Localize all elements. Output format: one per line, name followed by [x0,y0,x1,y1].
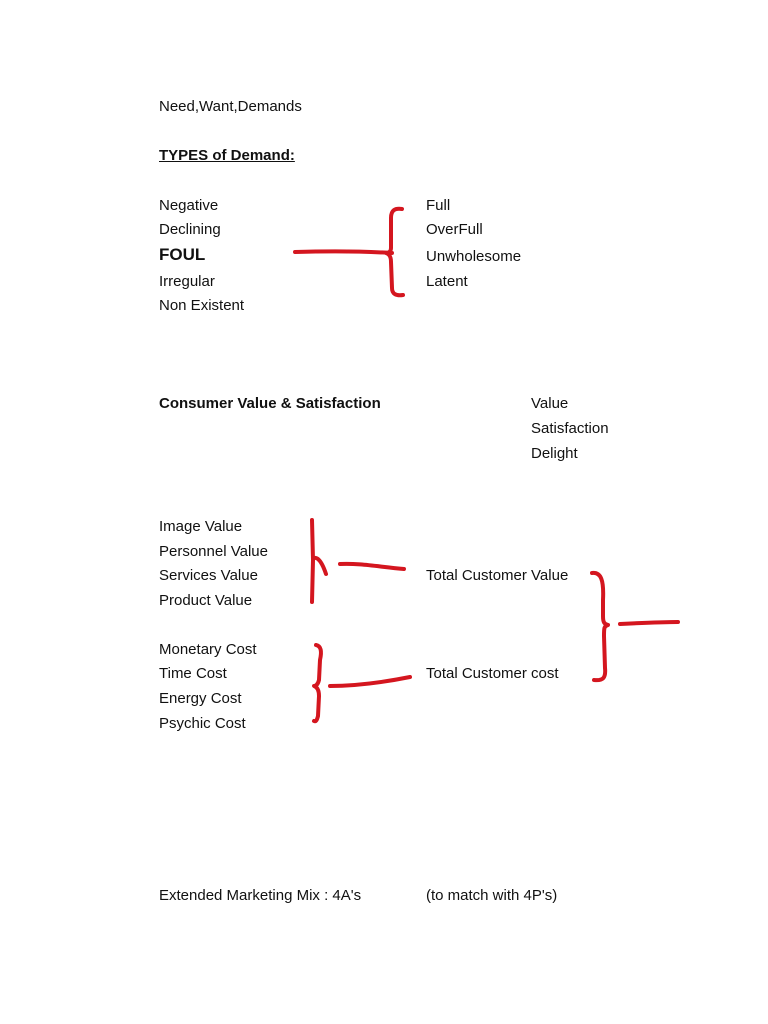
value-bracket [312,520,326,602]
value-item: Image Value [159,518,243,535]
cost-bracket [314,645,321,721]
demand-right-item: OverFull [426,221,483,238]
value-item: Product Value [159,592,253,609]
consumer-right-item: Value [531,395,569,412]
demand-bracket [386,209,403,295]
demand-left-item: FOUL [159,245,206,264]
value-item: Services Value [159,567,258,584]
demand-right-item: Unwholesome [426,248,522,265]
demand-left-item: Irregular [159,273,215,290]
cost-item: Monetary Cost [159,641,257,658]
extended-marketing-mix: Extended Marketing Mix : 4A's [159,887,362,904]
consumer-right-item: Delight [531,445,578,462]
demand-left-item: Declining [159,221,221,238]
value-item: Personnel Value [159,543,268,560]
match-note: (to match with 4P's) [426,887,558,904]
total-connector-line [620,622,678,624]
cost-item: Time Cost [159,665,227,682]
types-of-demand-heading: TYPES of Demand: [159,147,295,164]
demand-right-item: Full [426,197,451,214]
cost-item: Energy Cost [159,690,242,707]
demand-left-item: Negative [159,197,219,214]
cost-connector-line [330,677,410,686]
demand-left-item: Non Existent [159,297,245,314]
total-customer-cost: Total Customer cost [426,665,559,682]
value-connector-line [340,564,404,569]
consumer-right-item: Satisfaction [531,420,609,437]
cost-item: Psychic Cost [159,715,246,732]
total-customer-value: Total Customer Value [426,567,569,584]
demand-right-item: Latent [426,273,468,290]
page-heading: Need,Want,Demands [159,98,302,115]
consumer-value-heading: Consumer Value & Satisfaction [159,395,381,412]
total-bracket [592,573,608,680]
demand-connector-line [295,251,392,253]
